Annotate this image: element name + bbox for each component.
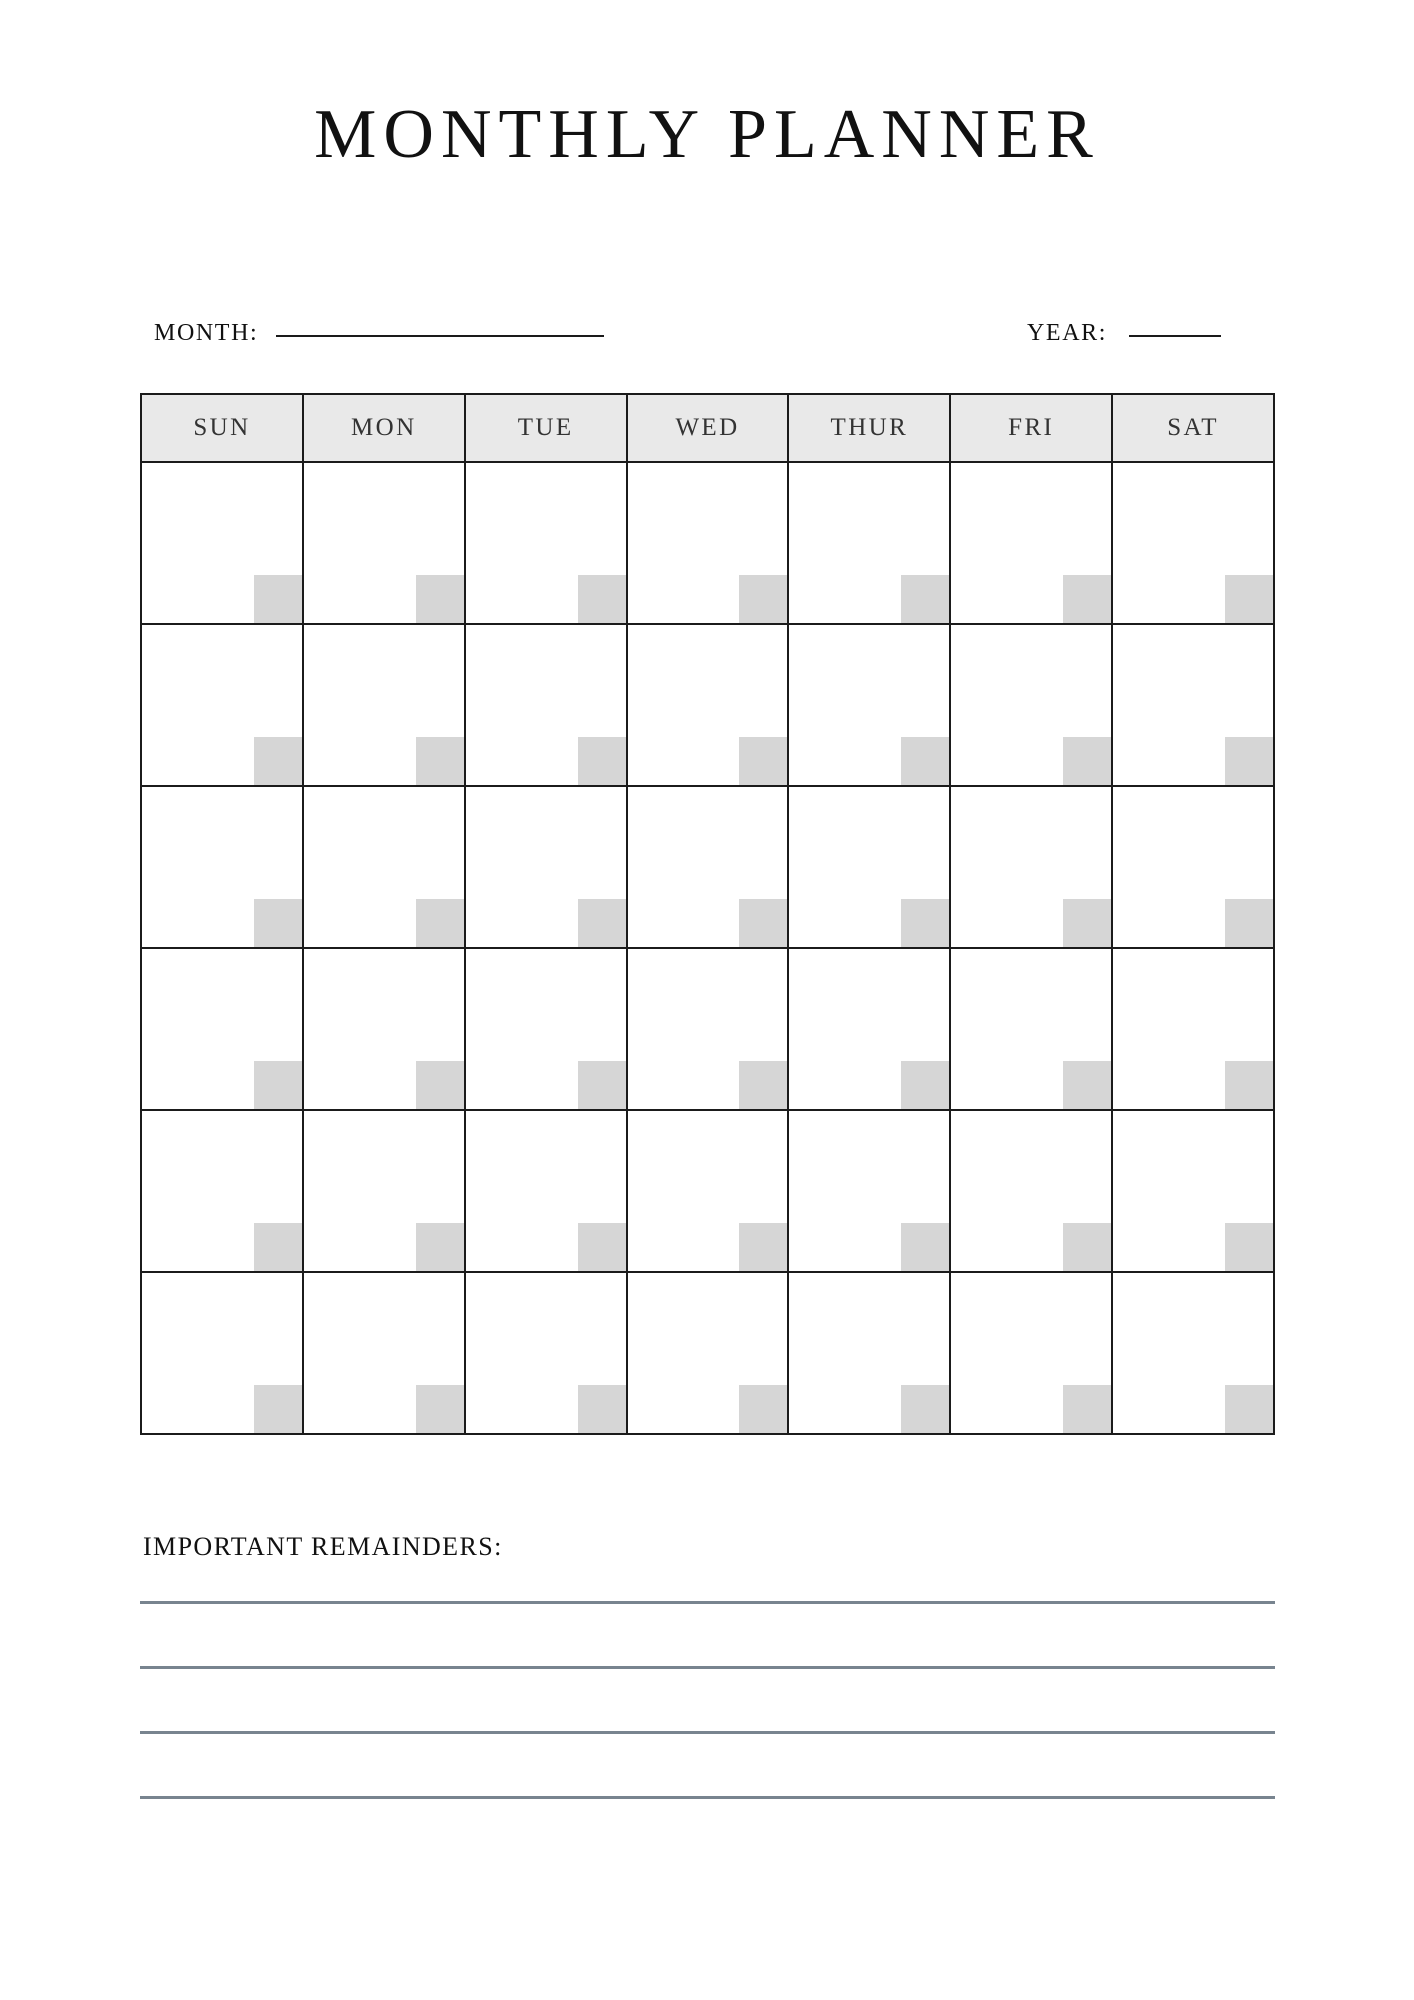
day-number-marker [1063, 1223, 1111, 1271]
calendar-day-cell[interactable] [789, 463, 951, 625]
calendar-day-cell[interactable] [466, 463, 628, 625]
calendar-day-cell[interactable] [1113, 949, 1275, 1111]
month-year-row [140, 320, 1275, 354]
weekday-header-mon: MON [304, 395, 466, 463]
day-number-marker [416, 1061, 464, 1109]
weekday-header-wed: WED [628, 395, 790, 463]
year-input-rule[interactable] [1129, 335, 1221, 337]
calendar-day-cell[interactable] [304, 625, 466, 787]
day-number-marker [901, 737, 949, 785]
page-title: MONTHLY PLANNER [314, 96, 1100, 173]
calendar-day-cell[interactable] [304, 787, 466, 949]
reminder-line[interactable] [140, 1601, 1275, 1604]
calendar-week-row [142, 1273, 1275, 1435]
day-number-marker [739, 899, 787, 947]
month-field-group [154, 320, 604, 347]
day-number-marker [739, 575, 787, 623]
day-number-marker [1063, 899, 1111, 947]
calendar-day-cell[interactable] [628, 1111, 790, 1273]
day-number-marker [901, 1223, 949, 1271]
calendar-day-cell[interactable] [789, 625, 951, 787]
reminders-lines [140, 1601, 1275, 1799]
month-input-rule[interactable] [276, 335, 604, 337]
day-number-marker [254, 575, 302, 623]
calendar-day-cell[interactable] [466, 1273, 628, 1435]
reminders-heading: IMPORTANT REMAINDERS: [143, 1532, 503, 1561]
calendar-day-cell[interactable] [951, 463, 1113, 625]
reminder-line[interactable] [140, 1796, 1275, 1799]
day-number-marker [901, 899, 949, 947]
day-number-marker [901, 575, 949, 623]
calendar-day-cell[interactable] [304, 1111, 466, 1273]
calendar-day-cell[interactable] [304, 1273, 466, 1435]
day-number-marker [1063, 737, 1111, 785]
calendar-day-cell[interactable] [142, 949, 304, 1111]
day-number-marker [416, 737, 464, 785]
weekday-header-sat: SAT [1113, 395, 1275, 463]
calendar-day-cell[interactable] [628, 949, 790, 1111]
calendar-day-cell[interactable] [951, 625, 1113, 787]
calendar-day-cell[interactable] [142, 463, 304, 625]
calendar-day-cell[interactable] [466, 1111, 628, 1273]
calendar-week-row [142, 787, 1275, 949]
calendar-grid [140, 393, 1275, 1435]
day-number-marker [1063, 575, 1111, 623]
calendar-week-row [142, 463, 1275, 625]
day-number-marker [1225, 1385, 1273, 1433]
day-number-marker [416, 1385, 464, 1433]
calendar-day-cell[interactable] [1113, 1273, 1275, 1435]
day-number-marker [901, 1385, 949, 1433]
day-number-marker [254, 737, 302, 785]
calendar-day-cell[interactable] [142, 1273, 304, 1435]
reminder-line[interactable] [140, 1731, 1275, 1734]
day-number-marker [254, 1385, 302, 1433]
day-number-marker [578, 1385, 626, 1433]
month-label: MONTH: [154, 320, 259, 346]
day-number-marker [254, 1223, 302, 1271]
calendar-week-row [142, 1111, 1275, 1273]
calendar-week-row [142, 949, 1275, 1111]
year-label: YEAR: [1027, 320, 1107, 346]
calendar-day-cell[interactable] [142, 625, 304, 787]
calendar-day-cell[interactable] [789, 1273, 951, 1435]
day-number-marker [254, 1061, 302, 1109]
weekday-header-sun: SUN [142, 395, 304, 463]
day-number-marker [1063, 1385, 1111, 1433]
day-number-marker [739, 1223, 787, 1271]
calendar-day-cell[interactable] [628, 625, 790, 787]
calendar-day-cell[interactable] [466, 625, 628, 787]
day-number-marker [416, 899, 464, 947]
day-number-marker [1225, 899, 1273, 947]
calendar-day-cell[interactable] [304, 463, 466, 625]
calendar-day-cell[interactable] [466, 787, 628, 949]
day-number-marker [739, 737, 787, 785]
calendar-day-cell[interactable] [951, 1111, 1113, 1273]
reminder-line[interactable] [140, 1666, 1275, 1669]
day-number-marker [1225, 1223, 1273, 1271]
day-number-marker [1225, 1061, 1273, 1109]
calendar-day-cell[interactable] [789, 949, 951, 1111]
day-number-marker [1225, 575, 1273, 623]
calendar-header-row [142, 395, 1275, 463]
day-number-marker [578, 899, 626, 947]
calendar-week-row [142, 625, 1275, 787]
calendar-day-cell[interactable] [628, 787, 790, 949]
calendar-day-cell[interactable] [1113, 463, 1275, 625]
day-number-marker [739, 1061, 787, 1109]
day-number-marker [578, 575, 626, 623]
day-number-marker [1225, 737, 1273, 785]
calendar-day-cell[interactable] [789, 787, 951, 949]
calendar-day-cell[interactable] [304, 949, 466, 1111]
day-number-marker [254, 899, 302, 947]
day-number-marker [901, 1061, 949, 1109]
calendar-day-cell[interactable] [466, 949, 628, 1111]
year-field-group [1027, 320, 1221, 347]
calendar-day-cell[interactable] [142, 787, 304, 949]
calendar-day-cell[interactable] [951, 949, 1113, 1111]
weekday-header-fri: FRI [951, 395, 1113, 463]
calendar-day-cell[interactable] [951, 1273, 1113, 1435]
weekday-header-thur: THUR [789, 395, 951, 463]
calendar-day-cell[interactable] [142, 1111, 304, 1273]
calendar-day-cell[interactable] [1113, 787, 1275, 949]
day-number-marker [578, 1223, 626, 1271]
calendar-day-cell[interactable] [1113, 625, 1275, 787]
calendar-day-cell[interactable] [628, 1273, 790, 1435]
calendar-day-cell[interactable] [789, 1111, 951, 1273]
calendar-day-cell[interactable] [951, 787, 1113, 949]
calendar-day-cell[interactable] [1113, 1111, 1275, 1273]
day-number-marker [578, 1061, 626, 1109]
weekday-header-tue: TUE [466, 395, 628, 463]
day-number-marker [1063, 1061, 1111, 1109]
day-number-marker [416, 575, 464, 623]
day-number-marker [578, 737, 626, 785]
calendar-day-cell[interactable] [628, 463, 790, 625]
day-number-marker [416, 1223, 464, 1271]
day-number-marker [739, 1385, 787, 1433]
